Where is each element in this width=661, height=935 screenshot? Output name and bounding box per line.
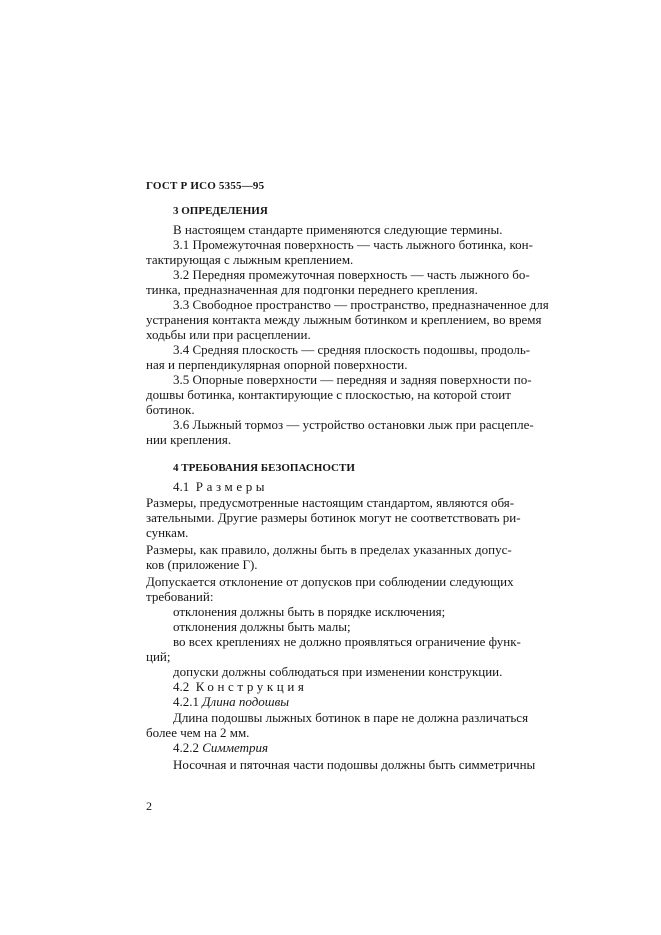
subsection-4-2-2-title: Симметрия (202, 740, 269, 755)
s3-line-8: 3.4 Средняя плоскость — средняя плоскость подошвы, продоль- (173, 342, 531, 357)
s3-line-9: ная и перпендикулярная опорной поверхности. (146, 357, 408, 372)
s4-line-2: сункам. (146, 525, 189, 540)
subsection-4-2-1-title: Длина подошвы (202, 694, 290, 709)
s4-line-7: отклонения должны быть в порядке исключения; (173, 604, 446, 619)
s3-line-10: 3.5 Опорные поверхности — передняя и задняя поверхности по- (173, 372, 532, 387)
subsection-4-2-2 (173, 740, 268, 756)
s4b-line-1: более чем на 2 мм. (146, 725, 250, 740)
subsection-4-2-number: 4.2 (173, 679, 190, 694)
s3-line-0: В настоящем стандарте применяются следующие термины. (173, 222, 503, 237)
subsection-4-1-title: Размеры (195, 479, 269, 494)
subsection-4-2-1 (173, 694, 289, 710)
s4-line-10: ций; (146, 649, 171, 664)
s4-line-5: Допускается отклонение от допусков при соблюдении следующих (146, 574, 514, 589)
s3-line-12: ботинок. (146, 402, 195, 417)
s4-line-6: требований: (146, 589, 214, 604)
s3-line-4: тинка, предназначенная для подгонки переднего крепления. (146, 282, 478, 297)
s3-line-14: нии крепления. (146, 432, 232, 447)
subsection-4-2-1-number: 4.2.1 (173, 694, 199, 709)
s3-line-2: тактирующая с лыжным креплением. (146, 252, 354, 267)
s4-line-8: отклонения должны быть малы; (173, 619, 351, 634)
s4-line-3: Размеры, как правило, должны быть в пределах указанных допус- (146, 542, 512, 557)
s4-line-1: зательными. Другие размеры ботинок могут не соответствовать ри- (146, 510, 521, 525)
s3-line-1: 3.1 Промежуточная поверхность — часть лыжного ботинка, кон- (173, 237, 533, 252)
s4b-line-0: Длина подошвы лыжных ботинок в паре не должна различаться (173, 710, 529, 725)
s3-line-11: дошвы ботинка, контактирующие с плоскостью, на которой стоит (146, 387, 511, 402)
subsection-4-2 (173, 679, 307, 695)
subsection-4-2-2-number: 4.2.2 (173, 740, 199, 755)
section-3-heading: 3 ОПРЕДЕЛЕНИЯ (173, 205, 268, 217)
s3-line-3: 3.2 Передняя промежуточная поверхность — часть лыжного бо- (173, 267, 530, 282)
page-number: 2 (146, 799, 152, 813)
standard-code: ГОСТ Р ИСО 5355—95 (146, 180, 265, 192)
s4c-line-0: Носочная и пяточная части подошвы должны быть симметричны (173, 757, 536, 772)
s4-line-9: во всех креплениях не должно проявляться ограничение функ- (173, 634, 521, 649)
s3-line-7: ходьбы или при расцеплении. (146, 327, 311, 342)
section-4-heading: 4 ТРЕБОВАНИЯ БЕЗОПАСНОСТИ (173, 462, 355, 474)
subsection-4-1 (173, 479, 268, 495)
s3-line-5: 3.3 Свободное пространство — пространство, предназначенное для (173, 297, 549, 312)
s4-line-11: допуски должны соблюдаться при изменении конструкции. (173, 664, 503, 679)
s3-line-6: устранения контакта между лыжным ботинком и креплением, во время (146, 312, 542, 327)
subsection-4-1-number: 4.1 (173, 479, 190, 494)
s3-line-13: 3.6 Лыжный тормоз — устройство остановки лыж при расцепле- (173, 417, 534, 432)
s4-line-4: ков (приложение Г). (146, 557, 258, 572)
subsection-4-2-title: Конструкция (195, 679, 308, 694)
s4-line-0: Размеры, предусмотренные настоящим стандартом, являются обя- (146, 495, 515, 510)
